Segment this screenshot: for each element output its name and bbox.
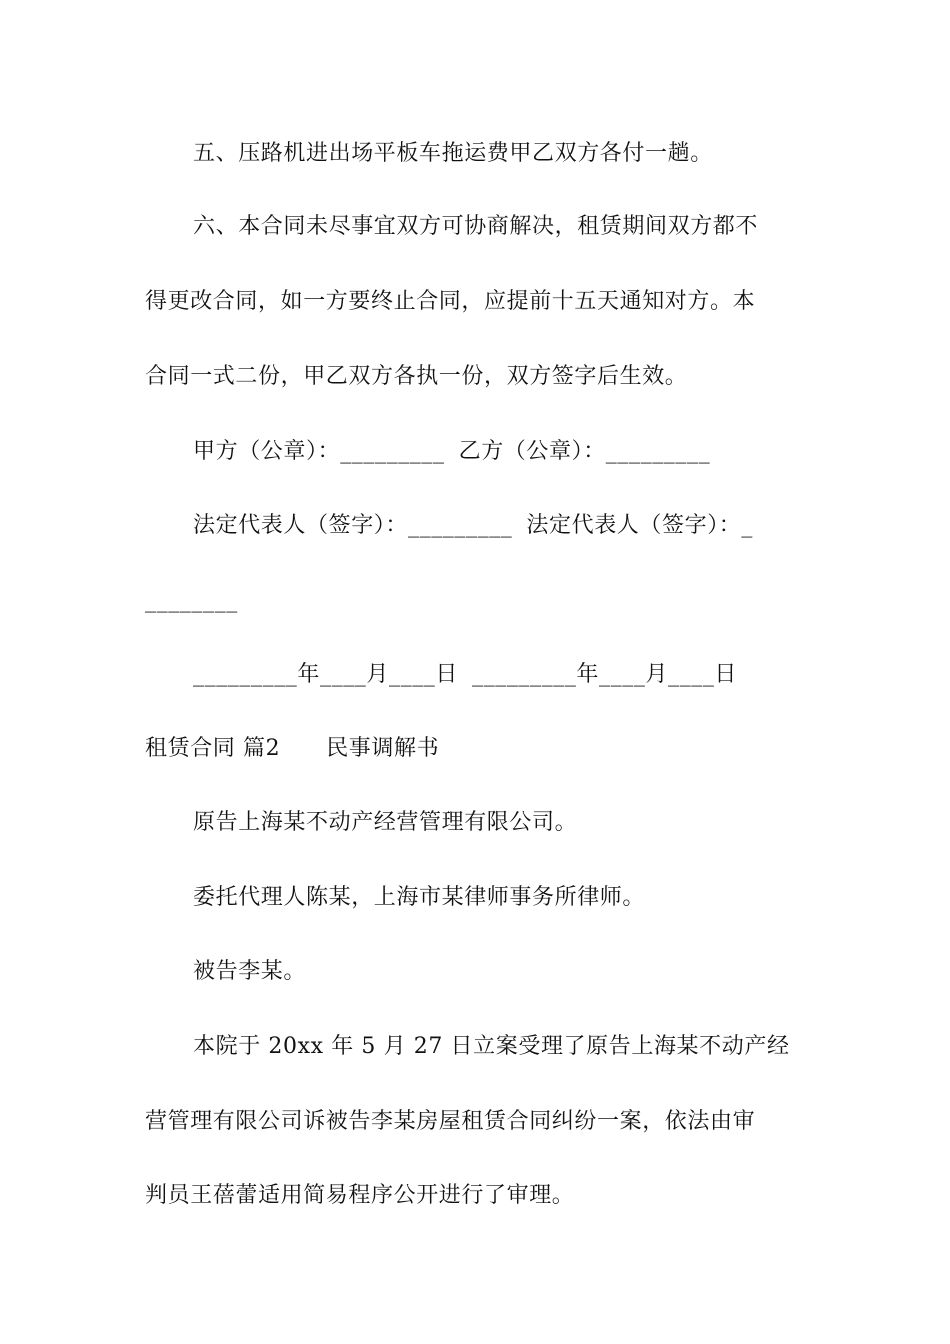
party-b-representative: 法定代表人（签字）：_ <box>526 513 754 538</box>
defendant: 被告李某。 <box>193 959 307 984</box>
party-a-seal: 甲方（公章）：_________ <box>193 439 445 464</box>
section-subtitle: 民事调解书 <box>326 736 440 761</box>
seal-line <box>193 437 813 467</box>
clause-6-line-1: 六、本合同未尽事宜双方可协商解决，租赁期间双方都不 <box>193 214 759 239</box>
clause-6-line-3: 合同一式二份，甲乙双方各执一份，双方签字后生效。 <box>145 364 688 389</box>
representative-line <box>193 511 813 541</box>
clause-5: 五、压路机进出场平板车拖运费甲乙双方各付一趟。 <box>193 141 713 166</box>
case-line-3: 判员王蓓蕾适用简易程序公开进行了审理。 <box>145 1183 575 1208</box>
agent: 委托代理人陈某，上海市某律师事务所律师。 <box>193 885 646 910</box>
case-line-2: 营管理有限公司诉被告李某房屋租赁合同纠纷一案，依法由审 <box>145 1109 756 1134</box>
section-heading-line <box>145 734 815 764</box>
case-line-1: 本院于 20xx 年 5 月 27 日立案受理了原告上海某不动产经 <box>193 1034 790 1059</box>
representative-line-continued: ________ <box>145 588 238 613</box>
date-party-a: _________年____月____日 <box>193 662 459 687</box>
date-line <box>193 660 813 690</box>
date-party-b: _________年____月____日 <box>472 662 738 687</box>
clause-6-line-2: 得更改合同，如一方要终止合同，应提前十五天通知对方。本 <box>145 289 756 314</box>
plaintiff: 原告上海某不动产经营管理有限公司。 <box>193 810 578 835</box>
section-heading: 租赁合同 篇2 <box>145 736 281 761</box>
party-b-seal: 乙方（公章）：_________ <box>458 439 711 464</box>
party-a-representative: 法定代表人（签字）：_________ <box>193 513 513 538</box>
